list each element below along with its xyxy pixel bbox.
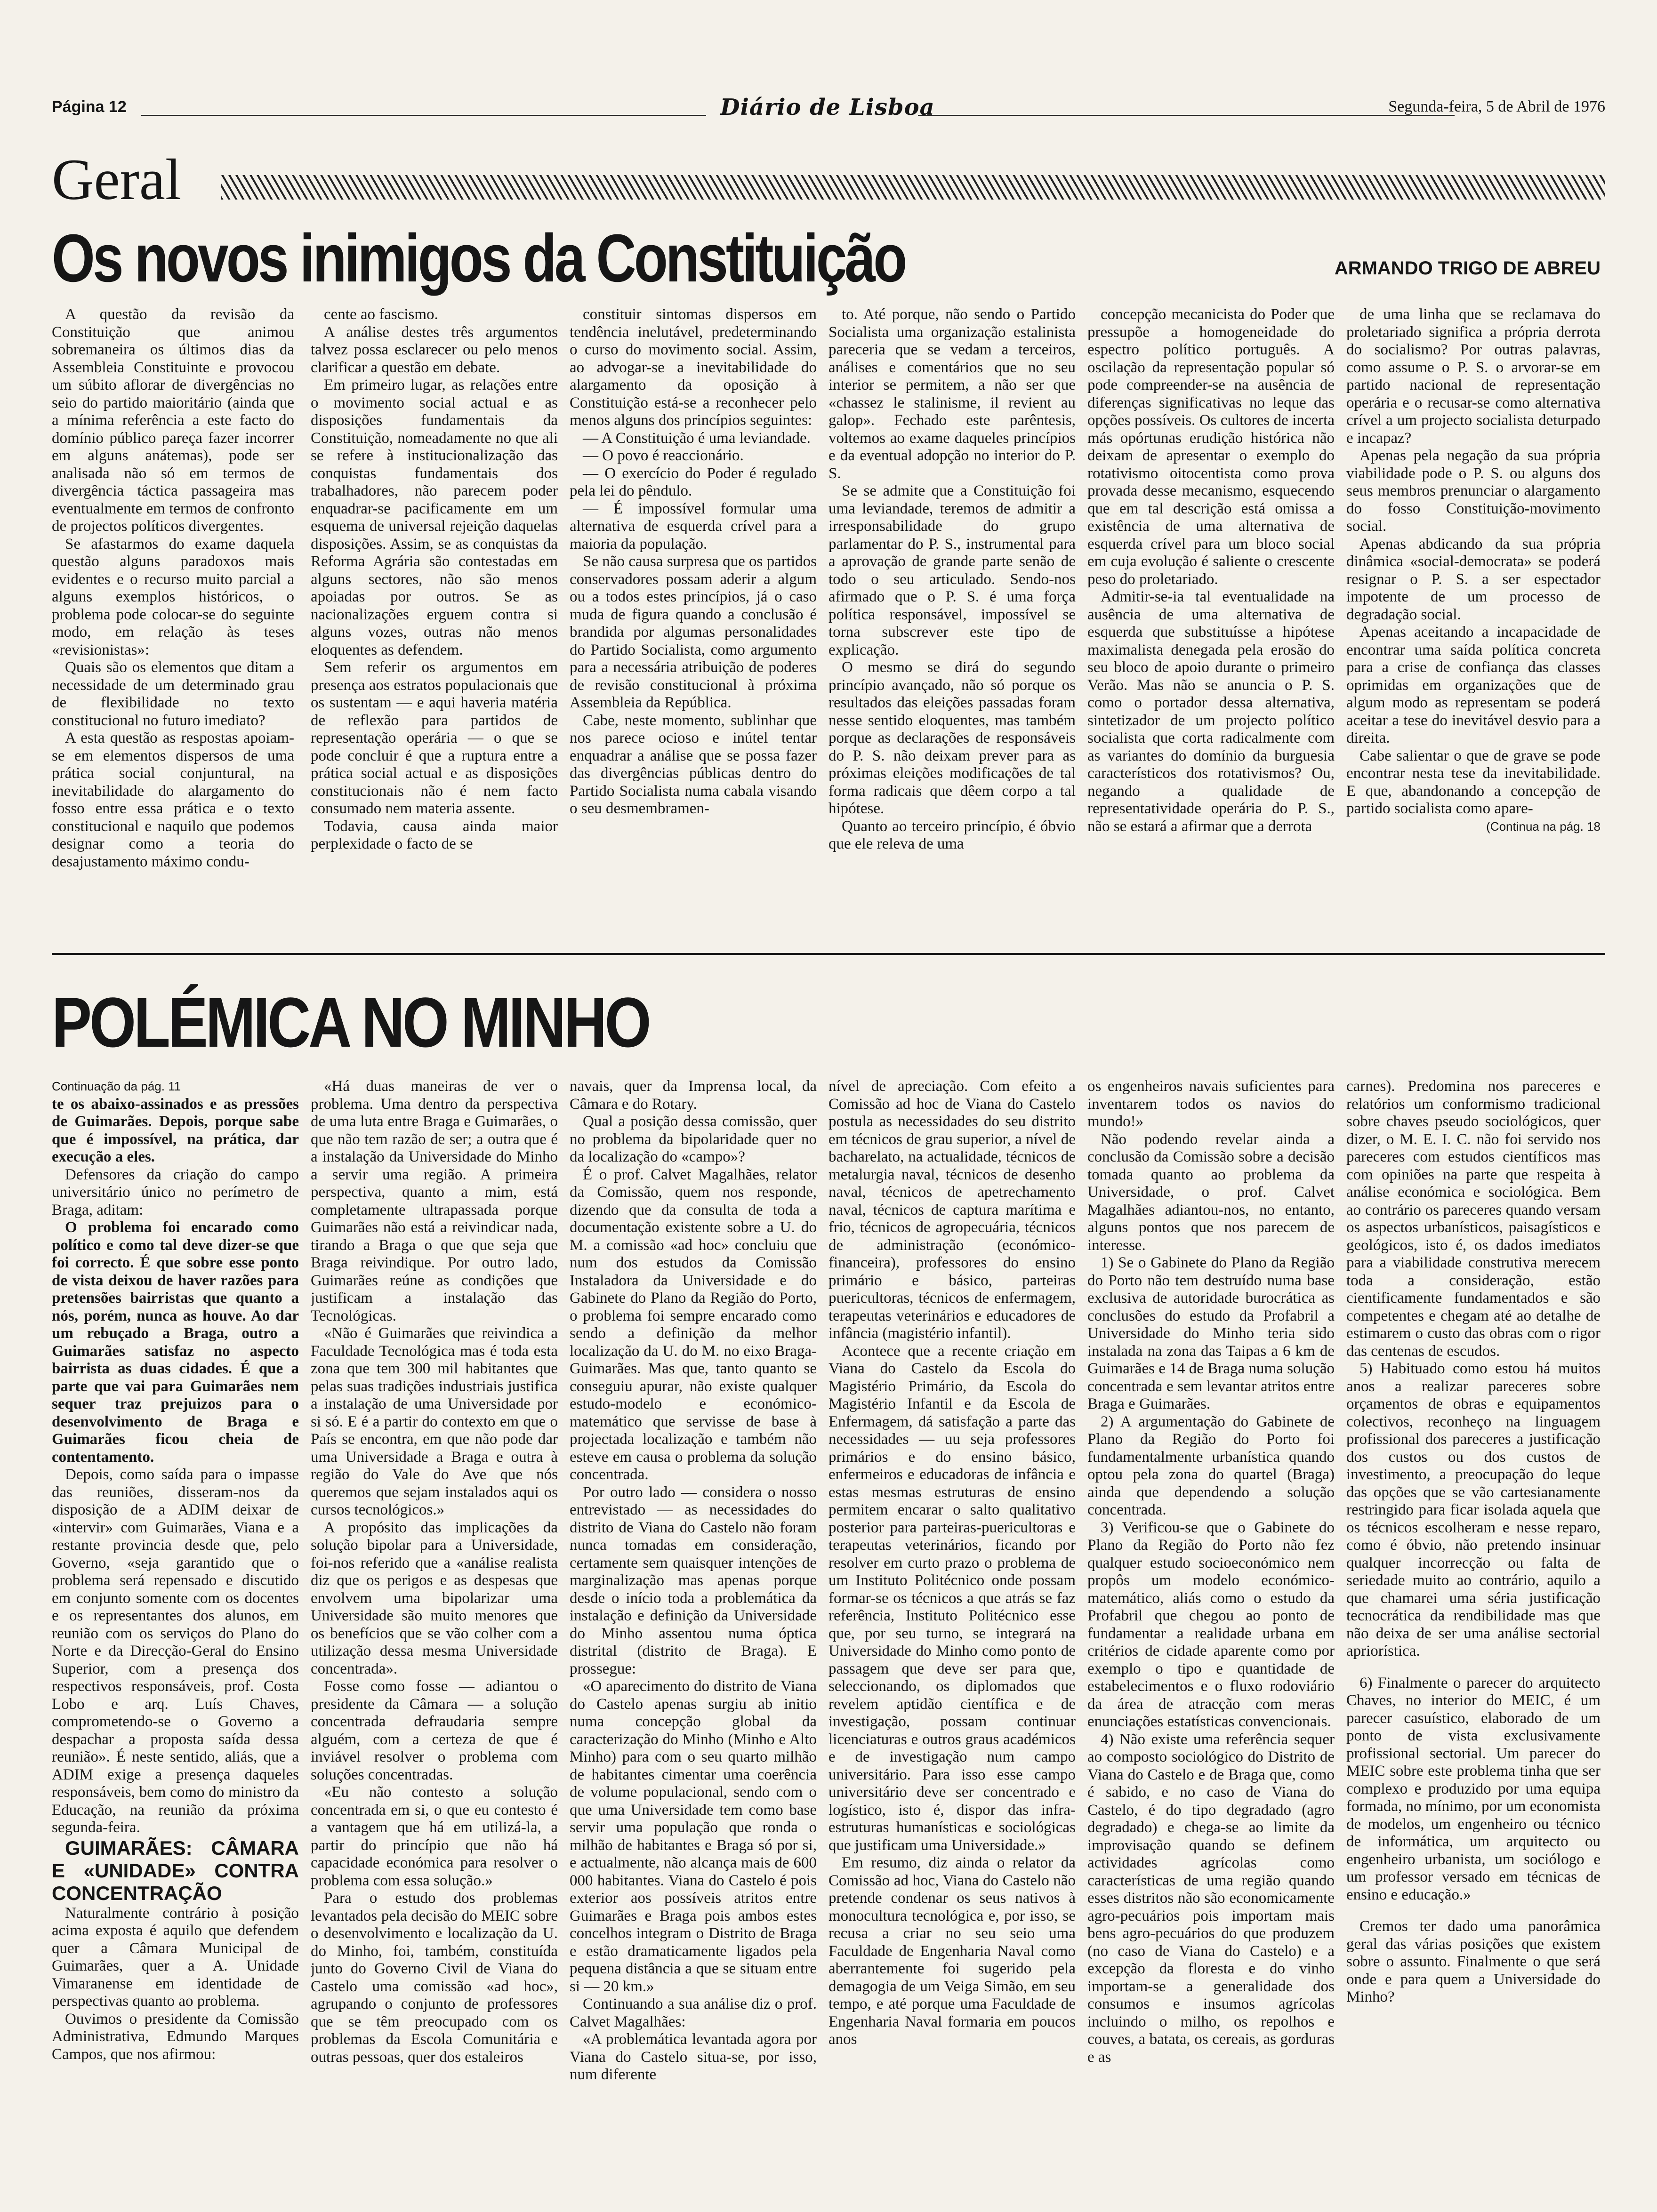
paragraph: cente ao fascismo. — [324, 306, 438, 323]
article2-headline: POLÉMICA NO MINHO — [52, 983, 649, 1062]
paragraph: Fosse como fosse — adiantou o presidente da Câmara — a solução concentrada defraudaria sempre alguém, com a certeza de que é inviável resolver o problema com soluções concentradas. — [311, 1678, 558, 1783]
paragraph: Naturalmente contrário à posição acima exposta é aquilo que defendem quer a Câmara Municipal de Guimarães, quer a A. Unidade Vimaranense em identidade de perspectivas quanto ao problema. — [52, 1904, 299, 2010]
paragraph: «Há duas maneiras de ver o problema. Uma dentro da perspectiva de uma luta entre Braga e Guimarães, o que não tem razão de ser; a outra que é a instalação da Universidade do Minho a servir uma região. A primeira perspectiva, quanto a mim, está completamente ultrapassada porque Guimarães não está a reivindicar nada, tirando a Braga o que que seja que Braga reivindique. Por outro lado, Guimarães reúne as condições que justificam a instalação das Tecnológicas. — [311, 1078, 558, 1324]
paragraph: Quais são os elementos que ditam a necessidade de um determinado grau de flexibilidade no texto constitucional no futuro imediato? — [52, 659, 294, 729]
paragraph: Acontece que a recente criação em Viana do Castelo da Escola do Magistério Primário, da Escola do Magistério Infantil e da Escola de Enfermagem, dá satisfação a parte das necessidades — uu seja professores primários e do ensino básico, enfermeiros e educadoras de infância e estas mesmas estruturas de ensino permitem encarar o salto qualitativo posterior para parteiras-puericultoras e terapeutas veterinários, ficando por resolver em curto prazo o problema de um Instituto Politécnico onde possam formar-se os técnicos a que atrás se faz referência, Instituto Politécnico esse que, por seu turno, se integrará na Universidade do Minho como ponto de passagem que deve ser para que, seleccionando, os diplomados que revelem aptidão científica e de investigação, possam continuar licenciaturas e outros graus académicos e de investigação num campo universitário. Para isso esse campo universitário deve ser concentrado e logístico, isto é, dispor das infra-estruturas humanísticas e sociológicas que justificam uma Universidade.» — [828, 1342, 1076, 1854]
article2-column-5 — [1087, 1078, 1335, 2198]
paragraph: Em resumo, diz ainda o relator da Comissão ad hoc, Viana do Castelo não pretende condenar os seus nativos à monocultura tecnológica e, por isso, se recusa a criar no seu seio uma Faculdade de Engenharia Naval como aberrantemente foi sugerido pela demagogia de um Veiga Simão, em seu tempo, e até porque uma Faculdade de Engenharia Naval formaria em poucos anos — [828, 1854, 1076, 2048]
paragraph: A propósito das implicações da solução bipolar para a Universidade, foi-nos referido que a «análise realista diz que os perigos e as despesas que envolvem uma bipolarizar uma Universidade são muito menores que os benefícios que se vão colher com a utilização dessa mesma Universidade concentrada». — [311, 1519, 558, 1677]
paragraph: 4) Não existe uma referência sequer ao composto sociológico do Distrito de Viana do Castelo e de Braga que, como é sabido, e no caso de Viana do Castelo, é do tipo degradado (agro degradado) e chega-se ao limite da improvisação quando se definem actividades agrícolas como características de uma região quando esses distritos não são economicamente agro-pecuários pois importam mais bens agro-pecuários do que produzem (no caso de Viana do Castelo) e a excepção da floresta e do vinho importam-se a generalidade dos consumos e insumos agrícolas incluindo o milho, os repolhos e couves, a batata, os cereais, as gorduras e as — [1087, 1731, 1335, 2066]
paragraph: Não podendo revelar ainda a conclusão da Comissão sobre a decisão tomada quanto ao problema da Universidade, o prof. Calvet Magalhães adiantou-nos, no entanto, alguns pontos que nos parecem de interesse. — [1087, 1130, 1335, 1254]
paragraph: Qual a posição dessa comissão, quer no problema da bipolaridade quer no da localização do «campo»? — [570, 1113, 817, 1165]
continued-from-note: Continuação da pág. 11 — [52, 1079, 181, 1093]
paragraph: Apenas abdicando da sua própria dinâmica «social-democrata» se poderá resignar o P. S. a ser espectador impotente de um processo de degradação social. — [1346, 535, 1601, 623]
article1-headline: Os novos inimigos da Constituição — [52, 220, 905, 296]
paragraph: — O povo é reaccionário. — [583, 447, 744, 464]
section-hatch-bar — [221, 175, 1605, 200]
paragraph: carnes). Predomina nos pareceres e relatórios um conformismo tradicional sobre chaves pseudo sociológicos, quer dizer, o M. E. I. C. não foi servido nos pareceres com estudos científicos mas com opiniões na parte que respeita à análise económica e sociológica. Bem ao contrário os pareceres quando versam os aspectos urbanísticos, paisagísticos e geológicos, isto é, os dados imediatos para a viabilidade construtiva merecem toda a consideração, estão cientificamente fundamentados e são competentes e chegam até ao detalhe de estimarem o custo das obras com o rigor das centenas de escudos. — [1346, 1078, 1601, 1360]
article1-column-4 — [828, 306, 1076, 937]
paragraph: to. Até porque, não sendo o Partido Socialista uma organização estalinista pareceria que se vedam a terceiros, análises e comentários que no seu interior se permitem, a não ser que «chassez le stalinisme, il revient au galop». Fechado este parêntesis, voltemos ao exame daqueles princípios e da eventual adopção no interior do P. S. — [828, 306, 1076, 482]
paragraph: — É impossível formular uma alternativa de esquerda crível para a maioria da população. — [570, 500, 817, 553]
masthead-rule-right — [918, 115, 1455, 116]
paragraph: Se não causa surpresa que os partidos conservadores possam aderir a algum ou a todos estes princípios, já o caso muda de figura quando a conclusão é brandida por algumas personalidades do Partido Socialista, como argumento para a necessária atribuição de poderes de revisão constitucional à próxima Assembleia da República. — [570, 553, 817, 711]
paragraph: É o prof. Calvet Magalhães, relator da Comissão, quem nos responde, dizendo que da consulta de toda a documentação existente sobre a U. do M. a comissão «ad hoc» concluiu que num dos estudos da Comissão Instaladora da Universidade e do Gabinete do Plano da Região do Porto, o problema foi sempre encarado como sendo a definição da melhor localização da U. do M. no eixo Braga-Guimarães. Mas que, tanto quanto se conseguiu apurar, não existe qualquer estudo-modelo e económico-matemático que servisse de base à projectada localização e também não esteve em causa o problema da solução concentrada. — [570, 1166, 817, 1483]
article1-byline: ARMANDO TRIGO DE ABREU — [1334, 258, 1601, 279]
paragraph: Quanto ao terceiro princípio, é óbvio que ele releva de uma — [828, 817, 1076, 852]
paragraph: Cabe salientar o que de grave se pode encontrar nesta tese da inevitabilidade. E que, abandonando a concepção de partido socialista como apare- — [1346, 747, 1601, 817]
paragraph: Sem referir os argumentos em presença aos estratos populacionais que os sustentam — e aqui haveria matéria de reflexão para partidos de representação operária — o que se pode concluir é que a ruptura entre a prática social actual e as disposições constitucionais não é nem facto consumado nem materia assente. — [311, 659, 558, 817]
paragraph: os engenheiros navais suficientes para inventarem todos os navios do mundo!» — [1087, 1078, 1335, 1130]
paragraph: Para o estudo dos problemas levantados pela decisão do MEIC sobre o desenvolvimento e localização da U. do Minho, foi, também, constituída junto do Governo Civil de Viana do Castelo uma comissão «ad hoc», agrupando o conjunto de professores que se têm preocupado com os problemas da Escola Comunitária e outras pessoas, quer dos estaleiros — [311, 1890, 558, 2066]
article1-column-3 — [570, 306, 817, 937]
paragraph: Continuando a sua análise diz o prof. Calvet Magalhães: — [570, 1996, 817, 2030]
article1-column-6 — [1346, 306, 1601, 937]
section-title: Geral — [52, 147, 182, 212]
article1-column-2 — [311, 306, 558, 937]
paragraph: «Não é Guimarães que reivindica a Faculdade Tecnológica mas é toda esta zona que tem 300 mil habitantes que pelas suas tradições industriais justifica a instalação de uma Universidade por si só. E é a partir do contexto em que o País se encontra, em que não pode dar uma Universidade a Braga e outra à região do Vale do Ave que nós queremos que sejam instalados aqui os cursos tecnológicos.» — [311, 1325, 558, 1518]
paragraph: Em primeiro lugar, as relações entre o movimento social actual e as disposições fundamentais da Constituição, nomeadamente no que ali se refere à institucionalização das conquistas fundamentais dos trabalhadores, não parecem poder enquadrar-se pacificamente em um esquema de universal rejeição daquelas disposições. Assim, se as conquistas da Reforma Agrária são contestadas em alguns sectores, não são menos apoiadas por outros. Se as nacionalizações erguem contra si alguns vozes, outras não menos eloquentes as defendem. — [311, 377, 558, 658]
paragraph: te os abaixo-assinados e as pressões de Guimarães. Depois, porque sabe que é impossível, na prática, dar execução a eles. — [52, 1095, 299, 1165]
paragraph: O mesmo se dirá do segundo princípio avançado, não só porque os resultados das eleições passadas foram nesse sentido eloquentes, mas também porque as declarações de responsáveis do P. S. não deixam prever para as próximas eleições modificações de tal forma radicais que dêem corpo a tal hipótese. — [828, 659, 1076, 817]
paragraph: A esta questão as respostas apoiam-se em elementos dispersos de uma prática social conjuntural, na inevitabilidade do alargamento do fosso entre essa prática e o texto constitucional e naquilo que podemos designar como a teoria do desajustamento máximo condu- — [52, 729, 294, 870]
paragraph: 3) Verificou-se que o Gabinete do Plano da Região do Porto não fez qualquer estudo socioeconómico nem propôs um modelo económico-matemático, aliás como o estudo da Profabril que chegou ao ponto de fundamentar a realidade urbana em critérios de cidade aparente como por exemplo o tipo e quantidade de estabelecimentos e o fluxo rodoviário da área de atracção com meras enunciações estatísticas convencionais. — [1087, 1519, 1335, 1730]
masthead — [52, 94, 1605, 127]
subheading: GUIMARÃES: CÂMARA E «UNIDADE» CONTRA CONCENTRAÇÃO — [52, 1836, 299, 1904]
paragraph: «Eu não contesto a solução concentrada em si, o que eu contesto é a vantagem que há em utilizá-la, a partir do princípio que não há capacidade económica para resolver o problema com essa solução.» — [311, 1784, 558, 1889]
paragraph: A análise destes três argumentos talvez possa esclarecer ou pelo menos clarificar a questão em debate. — [311, 323, 558, 376]
paragraph: Todavia, causa ainda maior perplexidade o facto de se — [311, 817, 558, 852]
article2-column-6 — [1346, 1078, 1601, 2198]
masthead-rule-left — [141, 115, 706, 116]
paragraph: Apenas pela negação da sua própria viabilidade pode o P. S. ou alguns dos seus membros prenunciar o alargamento do fosso Constituição-movimento social. — [1346, 447, 1601, 535]
paragraph: 5) Habituado como estou há muitos anos a realizar pareceres sobre orçamentos de obras e equipamentos colectivos, reconheço na linguagem profissional dos pareceres a justificação dos custos ou dos custos de investimento, a preocupação do leque das opções que se vão cartesianamente restringido para ficar isolada aquela que os técnicos escolheram e nesse reparo, como é óbvio, não pretendo insinuar qualquer incorrecção ou falta de seriedade muito ao contrário, aquilo a que chamarei uma séria justificação tecnocrática da rendibilidade mas que não deixa de ser uma análise sectorial apriorística. — [1346, 1360, 1601, 1659]
paragraph: O problema foi encarado como político e como tal deve dizer-se que foi correcto. É que sobre esse ponto de vista deixou de haver razões para pretensões bairristas que quanto a nós, porém, nunca as houve. Ao dar um rebuçado a Braga, outro a Guimarães satisfaz no aspecto bairrista as duas cidades. É que a parte que vai para Guimarães nem sequer traz prejuizos para o desenvolvimento de Braga e Guimarães ficou cheia de contentamento. — [52, 1219, 299, 1466]
paragraph: navais, quer da Imprensa local, da Câmara e do Rotary. — [570, 1078, 817, 1113]
issue-date: Segunda-feira, 5 de Abril de 1976 — [1388, 98, 1605, 115]
continued-note: (Continua na pág. 18 — [1486, 819, 1601, 834]
paragraph: «O aparecimento do distrito de Viana do Castelo apenas surgiu ab initio numa concepção global da caracterização do Minho (Minho e Alto Minho) para com o seu quarto milhão de habitantes cimentar uma coerência de volume populacional, sendo com o que uma Universidade tem como base servir uma população que ronda o milhão de habitantes e Braga só por si, e actualmente, não alcança mais de 600 000 habitantes. Viana do Castelo é pois exterior aos possíveis atritos entre Guimarães e Braga pois ambos estes concelhos integram o Distrito de Braga e estão dramaticamente ligados pela pequena distância a que se situam entre si — 20 km.» — [570, 1678, 817, 1995]
paragraph: 2) A argumentação do Gabinete de Plano da Região do Porto foi fundamentalmente urbanística quando optou pela zona do quartel (Braga) ainda que dependendo a solução concentrada. — [1087, 1413, 1335, 1518]
article1-column-1 — [52, 306, 294, 937]
article1-column-5 — [1087, 306, 1335, 937]
paragraph: concepção mecanicista do Poder que pressupõe a homogeneidade do espectro político português. A oscilação da representação popular só pode compreender-se na ausência de diferenças significativas no leque das opções possíveis. Os cultores de incerta más opórtunas erudição histórica não deixam de apresentar o exemplo do rotativismo oitocentista como prova provada desse mecanismo, esquecendo que em tal descrição está omissa a existência de uma alternativa de esquerda crível para um bloco social em cuja evolução é saliente o crescente peso do proletariado. — [1087, 306, 1335, 588]
article2-column-3 — [570, 1078, 817, 2198]
article2-column-1 — [52, 1078, 299, 2198]
paragraph: Se afastarmos do exame daquela questão alguns paradoxos mais evidentes e o recurso muito parcial a alguns exemplos históricos, o problema pode colocar-se do seguinte modo, em relação às teses «revisionistas»: — [52, 535, 294, 658]
paragraph: nível de apreciação. Com efeito a Comissão ad hoc de Viana do Castelo postula as necessidades do seu distrito em técnicos de grau superior, a nível de bacharelato, na actualidade, técnicos de metalurgia naval, técnicos de desenho naval, técnicos de apetrechamento naval, técnicos de captura marítima e frio, técnicos de agropecuária, técnicos de administração (económico-financeira), professores do ensino primário e básico, parteiras puericultoras, técnicos de enfermagem, terapeutas veterinários e educadores de infância (magistério infantil). — [828, 1078, 1076, 1342]
paragraph: — A Constituição é uma leviandade. — [583, 429, 811, 447]
paragraph: Apenas aceitando a incapacidade de encontrar uma saída política concreta para a crise de confiança das classes oprimidas em organizações que de algum modo as representam se poderá aceitar a tese do inevitável desvio para a direita. — [1346, 624, 1601, 746]
paragraph: «A problemática levantada agora por Viana do Castelo situa-se, por isso, num diferente — [570, 2031, 817, 2083]
paragraph: Por outro lado — considera o nosso entrevistado — as necessidades do distrito de Viana do Castelo não foram nunca tomadas em consideração, certamente sem quaisquer intenções de marginalização mas apenas porque desde o início toda a problemática da instalação e definição da Universidade do Minho assentou numa óptica distrital (distrito de Braga). E prossegue: — [570, 1483, 817, 1677]
paragraph: Cabe, neste momento, sublinhar que nos parece ocioso e inútel tentar enquadrar a análise que se possa fazer das divergências públicas dentro do Partido Socialista numa cabala visando o seu desmembramen- — [570, 712, 817, 817]
article2-column-4 — [828, 1078, 1076, 2198]
paragraph: Se se admite que a Constituição foi uma leviandade, teremos de admitir a irresponsabilidade do grupo parlamentar do P. S., instrumental para a aprovação de grande parte senão de todo o seu articulado. Sendo-nos afirmado que o P. S. é uma força política responsável, impossível se torna subscrever este tipo de explicação. — [828, 482, 1076, 658]
paragraph: constituir sintomas dispersos em tendência inelutável, predeterminando o curso do movimento social. Assim, ao advogar-se a inevitabilidade do alargamento da oposição à Constituição está-se a reconhecer pelo menos alguns dos princípios seguintes: — [570, 306, 817, 429]
paragraph: Depois, como saída para o impasse das reuniões, disseram-nos da disposição de a ADIM deixar de «intervir» com Guimarães, Viana e a restante provincia desde que, pelo Governo, «seja garantido que o problema será repensado e discutido em conjunto somente com os docentes e os representantes dos alunos, em reunião com os serviços do Plano do Norte e da Direcção-Geral do Ensino Superior, com a presença dos respectivos responsáveis, prof. Costa Lobo e arq. Luís Chaves, comprometendo-se o Governo a despachar a proposta saída dessa reunião». É neste sentido, aliás, que a ADIM exige a presença daqueles responsáveis, bem como do ministro da Educação, na reunião da próxima segunda-feira. — [52, 1466, 299, 1836]
paragraph: — O exercício do Poder é regulado pela lei do pêndulo. — [570, 465, 817, 499]
page-number: Página 12 — [52, 98, 127, 116]
paragraph: Ouvimos o presidente da Comissão Administrativa, Edmundo Marques Campos, que nos afirmou: — [52, 2010, 299, 2063]
newspaper-logo: Diário de Lisboa — [720, 94, 935, 120]
paragraph: 6) Finalmente o parecer do arquitecto Chaves, no interior do MEIC, é um parecer casuístico, elaborado de um ponto de vista exclusivamente profissional sectorial. Um parecer do MEIC sobre este problema tinha que ser complexo e produzido por uma equipa formada, no mínimo, por um economista de modelos, um engenheiro ou técnico de informática, um arquitecto ou engenheiro urbanista, um sociólogo e um professor versado em técnicas de ensino e educação.» — [1346, 1674, 1601, 1903]
paragraph: 1) Se o Gabinete do Plano da Região do Porto não tem destruído numa base exclusiva de autoridade burocrática as conclusões do estudo da Profabril a Universidade do Minho teria sido instalada na zona das Taipas a 6 km de Guimarães e 14 de Braga numa solução concentrada e sem levantar atritos entre Braga e Guimarães. — [1087, 1254, 1335, 1412]
paragraph: Defensores da criação do campo universitário único no perímetro de Braga, aditam: — [52, 1166, 299, 1218]
paragraph: Admitir-se-ia tal eventualidade na ausência de uma alternativa de esquerda que substituísse a hipótese maximalista denegada pela erosão do seu bloco de apoio durante o primeiro Verão. Mas não se anuncia o P. S. como o portador dessa alternativa, sintetizador de um projecto político socialista que corta radicalmente com as variantes do domínio da burguesia característicos dos rotativismos? Ou, negando a qualidade de representatividade operária do P. S., não se estará a afirmar que a derrota — [1087, 588, 1335, 835]
paragraph: de uma linha que se reclamava do proletariado significa a própria derrota do socialismo? Por outras palavras, como assume o P. S. o arvorar-se em partido nacional de representação operária e o recusar-se como alternativa crível a um projecto socialista deturpado e incapaz? — [1346, 306, 1601, 447]
article-divider — [52, 953, 1605, 955]
article2-column-2 — [311, 1078, 558, 2198]
paragraph: A questão da revisão da Constituição que animou sobremaneira os últimos dias da Assembleia Constituinte e provocou um súbito aflorar de divergências no seio do partido maioritário (ainda que a mínima referência a este facto do domínio público pareça fazer incorrer em alguns anátemas), pode ser analisada não só em termos de divergência táctica passageira mas eventualmente em termos de confronto de projectos políticos divergentes. — [52, 306, 294, 535]
paragraph: Cremos ter dado uma panorâmica geral das várias posições que existem sobre o assunto. Finalmente o que será onde e para quem a Universidade do Minho? — [1346, 1918, 1601, 2005]
